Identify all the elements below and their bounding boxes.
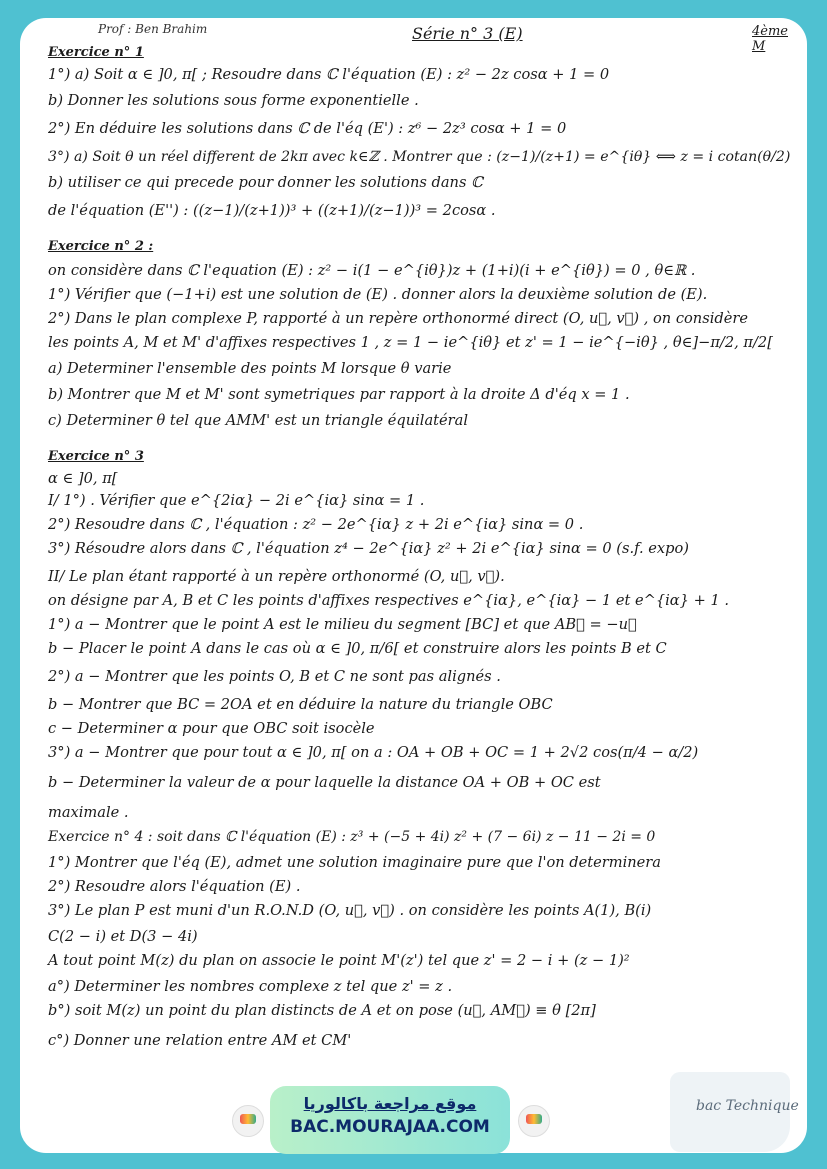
exercise-line: c°) Donner une relation entre AM et CM'	[48, 1032, 352, 1049]
exercise-line: I/ 1°) . Vérifier que e^{2iα} − 2i e^{iα} sinα = 1 .	[48, 492, 425, 509]
exercise-line: 2°) Dans le plan complexe P, rapporté à un repère orthonormé direct (O, u⃗, v⃗) , on considère	[48, 310, 748, 327]
exercise-line: 1°) Vérifier que (−1+i) est une solution de (E) . donner alors la deuxième solution de (E).	[48, 286, 708, 303]
exercise-line: c − Determiner α pour que OBC soit isocèle	[48, 720, 375, 737]
exercise-title: Exercice n° 2 :	[48, 239, 154, 254]
exercise-line: 3°) Résoudre alors dans ℂ , l'équation z⁴ − 2e^{iα} z² + 2i e^{iα} sinα = 0 (s.f. expo)	[48, 540, 689, 557]
exercise-line: maximale .	[48, 804, 129, 821]
exercise-line: 2°) a − Montrer que les points O, B et C ne sont pas alignés .	[48, 668, 501, 685]
exercise-line: 3°) a − Montrer que pour tout α ∈ ]0, π[ on a : OA + OB + OC = 1 + 2√2 cos(π/4 − α/2)	[48, 744, 699, 761]
site-logo-right	[518, 1105, 550, 1137]
exercise-line: b − Montrer que BC = 2OA et en déduire la nature du triangle OBC	[48, 696, 553, 713]
exercise-line: 3°) Le plan P est muni d'un R.O.N.D (O, u⃗, v⃗) . on considère les points A(1), B(i)	[48, 902, 652, 919]
exercise-line: Exercice n° 4 : soit dans ℂ l'équation (E) : z³ + (−5 + 4i) z² + (7 − 6i) z − 11 − 2i = 0	[48, 829, 656, 845]
series-title: Série n° 3 (E)	[412, 24, 523, 43]
exercise-line: 1°) Montrer que l'éq (E), admet une solution imaginaire pure que l'on determinera	[48, 854, 661, 871]
exercise-title: Exercice n° 1	[48, 45, 144, 60]
exercise-line: on désigne par A, B et C les points d'affixes respectives e^{iα}, e^{iα} − 1 et e^{iα} + 1 .	[48, 592, 730, 609]
exercise-line: 2°) En déduire les solutions dans ℂ de l'éq (E') : z⁶ − 2z³ cosα + 1 = 0	[48, 120, 567, 137]
exercise-line: 2°) Resoudre alors l'équation (E) .	[48, 878, 301, 895]
exercise-line: on considère dans ℂ l'equation (E) : z² − i(1 − e^{iθ})z + (1+i)(i + e^{iθ}) = 0 , θ∈ℝ .	[48, 262, 696, 279]
badge-text: bac Technique	[696, 1098, 799, 1114]
exercise-line: α ∈ ]0, π[	[48, 470, 118, 487]
exercise-line: A tout point M(z) du plan on associe le point M'(z') tel que z' = 2 − i + (z − 1)²	[48, 952, 630, 969]
exercise-line: 3°) a) Soit θ un réel different de 2kπ avec k∈ℤ . Montrer que : (z−1)/(z+1) = e^{iθ} ⟺ z = i cotan(θ/2)	[48, 149, 791, 165]
exercise-line: b°) soit M(z) un point du plan distincts de A et on pose (u⃗, AM⃗) ≡ θ [2π]	[48, 1002, 596, 1019]
exercise-line: c) Determiner θ tel que AMM' est un triangle équilatéral	[48, 412, 469, 429]
exercise-line: 2°) Resoudre dans ℂ , l'équation : z² − 2e^{iα} z + 2i e^{iα} sinα = 0 .	[48, 516, 584, 533]
exercise-line: b − Placer le point A dans le cas où α ∈ ]0, π/6[ et construire alors les points B et C	[48, 640, 667, 657]
footer-banner[interactable]	[270, 1086, 510, 1154]
site-logo-left	[232, 1105, 264, 1137]
exercise-line: b) Donner les solutions sous forme exponentielle .	[48, 92, 419, 109]
exercise-line: a) Determiner l'ensemble des points M lorsque θ varie	[48, 360, 452, 377]
exercise-line: C(2 − i) et D(3 − 4i)	[48, 928, 198, 945]
footer-url[interactable]: BAC.MOURAJAA.COM	[290, 1117, 490, 1137]
exercise-line: a°) Determiner les nombres complexe z tel que z' = z .	[48, 978, 453, 995]
exercise-line: b) utiliser ce qui precede pour donner les solutions dans ℂ	[48, 174, 483, 191]
footer-arabic-title: موقع مراجعة باكالوريا	[303, 1094, 477, 1113]
teacher-name: Prof : Ben Brahim	[98, 22, 208, 36]
exercise-line: les points A, M et M' d'affixes respectives 1 , z = 1 − ie^{iθ} et z' = 1 − ie^{−iθ} , θ∈]−π/2, π/2[	[48, 334, 773, 351]
exercise-line: II/ Le plan étant rapporté à un repère orthonormé (O, u⃗, v⃗).	[48, 568, 505, 585]
exercise-line: de l'équation (E'') : ((z−1)/(z+1))³ + ((z+1)/(z−1))³ = 2cosα .	[48, 202, 496, 219]
exercise-line: b − Determiner la valeur de α pour laquelle la distance OA + OB + OC est	[48, 774, 601, 791]
class-label: 4ème M	[752, 24, 788, 54]
exercise-line: 1°) a − Montrer que le point A est le milieu du segment [BC] et que AB⃗ = −u⃗	[48, 616, 637, 633]
exercise-line: 1°) a) Soit α ∈ ]0, π[ ; Resoudre dans ℂ l'équation (E) : z² − 2z cosα + 1 = 0	[48, 66, 610, 83]
exercise-line: b) Montrer que M et M' sont symetriques par rapport à la droite Δ d'éq x = 1 .	[48, 386, 630, 403]
exam-sheet	[40, 22, 800, 1057]
exercise-title: Exercice n° 3	[48, 449, 144, 464]
